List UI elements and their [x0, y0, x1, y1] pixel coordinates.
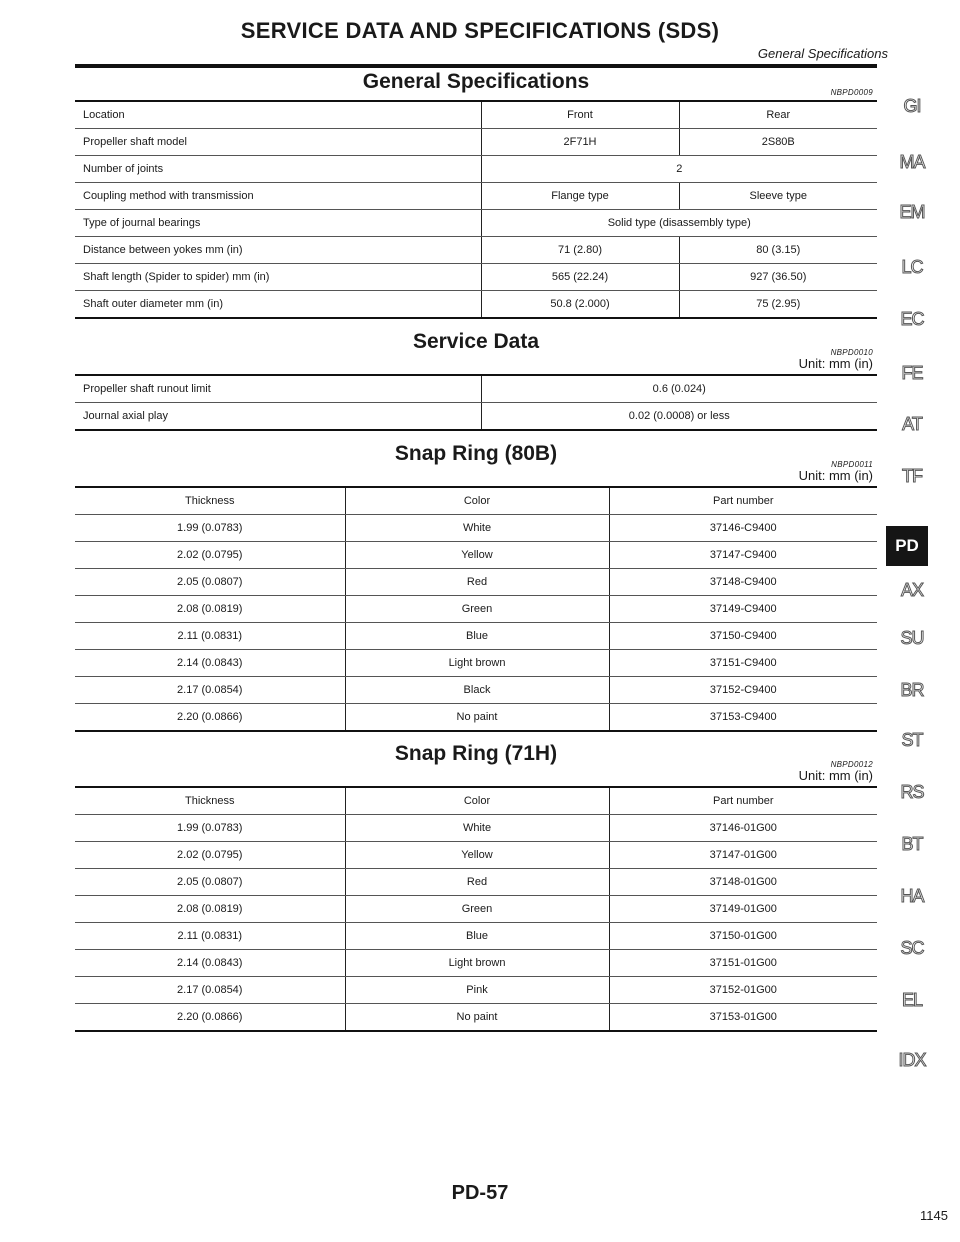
- table-row: [75, 101, 877, 129]
- color-header: Color: [345, 787, 609, 815]
- thickness-cell: 2.05 (0.0807): [75, 569, 345, 596]
- section-heading: [75, 742, 877, 786]
- table-row: [75, 542, 877, 569]
- section-tab-sc[interactable]: SC: [900, 938, 924, 958]
- spec-label: Propeller shaft model: [75, 129, 481, 156]
- rear-value: 75 (2.95): [679, 291, 877, 319]
- section-heading: [75, 330, 877, 374]
- rear-value: Sleeve type: [679, 183, 877, 210]
- spec-label: Coupling method with transmission: [75, 183, 481, 210]
- spec-label: Journal axial play: [83, 410, 168, 422]
- table-row: [75, 264, 877, 291]
- part-number-header: Part number: [609, 787, 877, 815]
- table-row: [75, 896, 877, 923]
- color-cell: Black: [345, 677, 609, 704]
- section-tab-at[interactable]: AT: [902, 414, 922, 434]
- table-row: [75, 129, 877, 156]
- table-header-row: [75, 487, 877, 515]
- front-value: 50.8 (2.000): [481, 291, 679, 319]
- section-tab-idx[interactable]: IDX: [898, 1050, 926, 1070]
- thickness-cell: 2.08 (0.0819): [75, 596, 345, 623]
- front-value: Flange type: [481, 183, 679, 210]
- section-code: NBPD0012: [830, 760, 873, 769]
- section-tab-br[interactable]: BR: [900, 680, 924, 700]
- section-tab-ax[interactable]: AX: [900, 580, 923, 600]
- thickness-cell: 2.14 (0.0843): [75, 950, 345, 977]
- section-tab-tf[interactable]: TF: [902, 466, 922, 486]
- part-number-cell: 37152-01G00: [609, 977, 877, 1004]
- thickness-cell: 2.05 (0.0807): [75, 869, 345, 896]
- table-row: [75, 183, 877, 210]
- part-number-cell: 37153-C9400: [609, 704, 877, 732]
- spec-label: Distance between yokes mm (in): [75, 237, 481, 264]
- snap-ring-80b-table: [75, 486, 877, 732]
- thickness-cell: 2.17 (0.0854): [75, 977, 345, 1004]
- color-cell: Green: [345, 596, 609, 623]
- color-cell: Red: [345, 569, 609, 596]
- section-code: NBPD0010: [830, 348, 873, 357]
- thickness-cell: 2.02 (0.0795): [75, 842, 345, 869]
- color-cell: White: [345, 515, 609, 542]
- snap-ring-80b-section: [75, 442, 877, 732]
- part-number-header: Part number: [609, 487, 877, 515]
- section-tab-el[interactable]: EL: [901, 990, 923, 1010]
- color-cell: No paint: [345, 704, 609, 732]
- table-row: [75, 1004, 877, 1032]
- thickness-cell: 2.08 (0.0819): [75, 896, 345, 923]
- table-row: [75, 515, 877, 542]
- rear-value: 2S80B: [679, 129, 877, 156]
- part-number-cell: 37151-01G00: [609, 950, 877, 977]
- color-cell: Blue: [345, 923, 609, 950]
- part-number-cell: 37149-C9400: [609, 596, 877, 623]
- table-row: [75, 869, 877, 896]
- thickness-cell: 2.14 (0.0843): [75, 650, 345, 677]
- front-value: 2F71H: [481, 129, 679, 156]
- section-tab-ec[interactable]: EC: [900, 309, 924, 329]
- thickness-cell: 1.99 (0.0783): [75, 815, 345, 842]
- table-row: [75, 704, 877, 732]
- section-tab-pd[interactable]: PD: [886, 526, 928, 566]
- snap-ring-71h-table: [75, 786, 877, 1032]
- section-tab-lc[interactable]: LC: [901, 257, 923, 277]
- section-unit: Unit: mm (in): [798, 768, 873, 783]
- section-tab-rs[interactable]: RS: [900, 782, 924, 802]
- spec-value: Solid type (disassembly type): [481, 210, 877, 237]
- rear-value: Rear: [679, 101, 877, 129]
- table-row: [75, 650, 877, 677]
- section-tab-su[interactable]: SU: [900, 628, 924, 648]
- thickness-cell: 2.11 (0.0831): [75, 623, 345, 650]
- section-tab-ha[interactable]: HA: [900, 886, 924, 906]
- part-number-cell: 37147-01G00: [609, 842, 877, 869]
- table-row: [75, 156, 877, 183]
- table-row: [75, 977, 877, 1004]
- thickness-cell: 2.11 (0.0831): [75, 923, 345, 950]
- section-title: General Specifications: [362, 70, 590, 93]
- page-header-title: SERVICE DATA AND SPECIFICATIONS (SDS): [240, 18, 720, 43]
- table-header-row: [75, 787, 877, 815]
- service-data-section: [75, 330, 877, 431]
- table-row: [75, 923, 877, 950]
- spec-label: Location: [75, 101, 481, 129]
- spec-value: 0.02 (0.0008) or less: [481, 403, 877, 431]
- color-cell: Light brown: [345, 650, 609, 677]
- general-specifications-table: [75, 100, 877, 319]
- section-unit: Unit: mm (in): [798, 356, 873, 371]
- page-header-subtitle: General Specifications: [757, 46, 888, 61]
- spec-label: Number of joints: [75, 156, 481, 183]
- sheet-number: 1145: [920, 1208, 948, 1223]
- section-code: NBPD0011: [831, 460, 873, 469]
- general-specifications-section: [75, 70, 877, 319]
- part-number-cell: 37148-01G00: [609, 869, 877, 896]
- section-heading: [75, 442, 877, 486]
- part-number-cell: 37152-C9400: [609, 677, 877, 704]
- snap-ring-71h-section: [75, 742, 877, 1032]
- section-tab-bt[interactable]: BT: [901, 834, 923, 854]
- part-number-cell: 37153-01G00: [609, 1004, 877, 1032]
- color-cell: Yellow: [345, 542, 609, 569]
- section-tab-ma[interactable]: MA: [899, 152, 925, 172]
- part-number-cell: 37151-C9400: [609, 650, 877, 677]
- section-unit: Unit: mm (in): [798, 468, 873, 483]
- spec-label: Shaft length (Spider to spider) mm (in): [75, 264, 481, 291]
- front-value: 565 (22.24): [481, 264, 679, 291]
- part-number-cell: 37146-C9400: [609, 515, 877, 542]
- spec-value: 2: [481, 156, 877, 183]
- color-cell: White: [345, 815, 609, 842]
- thickness-cell: 2.17 (0.0854): [75, 677, 345, 704]
- color-cell: Blue: [345, 623, 609, 650]
- table-row: [75, 950, 877, 977]
- color-cell: Green: [345, 896, 609, 923]
- section-tab-st[interactable]: ST: [901, 730, 923, 750]
- section-title: Snap Ring (80B): [394, 442, 558, 465]
- thickness-cell: 2.20 (0.0866): [177, 711, 243, 723]
- part-number-cell: 37147-C9400: [609, 542, 877, 569]
- table-row: [75, 842, 877, 869]
- thickness-cell: 1.99 (0.0783): [75, 515, 345, 542]
- service-data-table: [75, 374, 877, 431]
- part-number-cell: 37146-01G00: [609, 815, 877, 842]
- thickness-header: Thickness: [75, 487, 345, 515]
- table-row: [75, 569, 877, 596]
- section-code: NBPD0009: [830, 88, 873, 97]
- spec-label: Propeller shaft runout limit: [75, 375, 481, 403]
- page-number: PD-57: [451, 1182, 509, 1204]
- front-value: Front: [481, 101, 679, 129]
- table-row: [75, 403, 877, 431]
- part-number-cell: 37150-01G00: [609, 923, 877, 950]
- table-row: [75, 237, 877, 264]
- section-title: Snap Ring (71H): [394, 742, 558, 765]
- table-row: [75, 623, 877, 650]
- thickness-cell: 2.20 (0.0866): [177, 1011, 243, 1023]
- rear-value: 927 (36.50): [679, 264, 877, 291]
- spec-label: Type of journal bearings: [75, 210, 481, 237]
- rear-value: 80 (3.15): [679, 237, 877, 264]
- spec-value: 0.6 (0.024): [481, 375, 877, 403]
- table-row: [75, 815, 877, 842]
- table-row: [75, 677, 877, 704]
- section-title: Service Data: [412, 330, 540, 353]
- section-tab-em[interactable]: EM: [899, 202, 925, 222]
- table-row: [75, 210, 877, 237]
- color-cell: Light brown: [345, 950, 609, 977]
- part-number-cell: 37150-C9400: [609, 623, 877, 650]
- thickness-cell: 2.02 (0.0795): [75, 542, 345, 569]
- color-cell: Yellow: [345, 842, 609, 869]
- section-tab-gi[interactable]: GI: [903, 96, 921, 116]
- section-tab-fe[interactable]: FE: [901, 363, 923, 383]
- part-number-cell: 37149-01G00: [609, 896, 877, 923]
- header-rule: [75, 64, 877, 68]
- part-number-cell: 37148-C9400: [609, 569, 877, 596]
- color-cell: Red: [345, 869, 609, 896]
- front-value: 71 (2.80): [481, 237, 679, 264]
- table-row: [75, 375, 877, 403]
- table-row: [75, 596, 877, 623]
- color-header: Color: [345, 487, 609, 515]
- color-cell: Pink: [345, 977, 609, 1004]
- thickness-header: Thickness: [75, 787, 345, 815]
- color-cell: No paint: [345, 1004, 609, 1032]
- section-heading: [75, 70, 877, 100]
- table-row: [75, 291, 877, 319]
- spec-label: Shaft outer diameter mm (in): [83, 298, 223, 310]
